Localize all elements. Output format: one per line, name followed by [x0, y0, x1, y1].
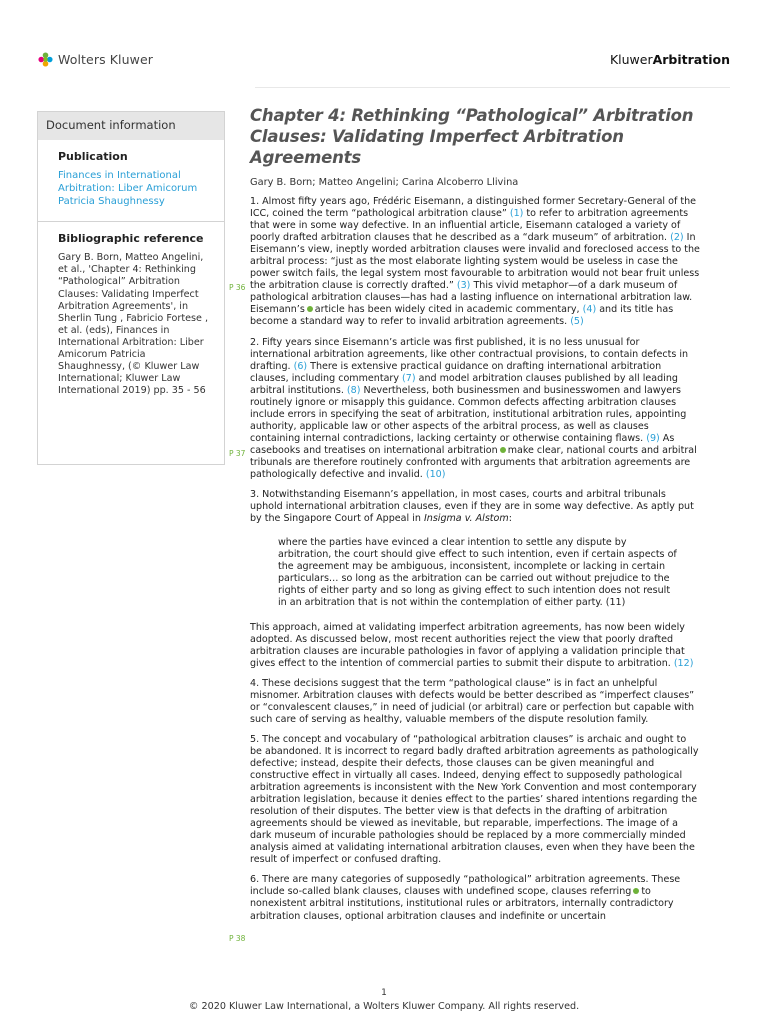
kluwer-arbitration-brand[interactable]	[610, 52, 730, 67]
text: In Eisemann’s view, ineptly worded arbitration clauses were invalid and foreclosed access to the arbitral process: “just as the most elaborate lighting system would be useless in case the power switch fails, the legal system most favourable to arbitration would not bear fruit unless the arbitration clause is correctly drafted.”	[250, 232, 700, 292]
panel-heading: Document information	[38, 112, 224, 140]
text: 6. There are many categories of supposedly “pathological” arbitration agreements. These include so-called blank clauses, clauses with undefined scope, clauses referring	[250, 874, 681, 898]
page-marker-36: P 36	[229, 283, 246, 292]
footnote-link[interactable]: (1)	[509, 208, 524, 220]
footnote-link[interactable]: (6)	[293, 360, 308, 372]
paragraph-4: 4. These decisions suggest that the term “pathological clause” is in fact an unhelpful misnomer. Arbitration clauses with defects would be better described as “imperfect clauses” or “convalescent clauses,” in need of judicial (or arbitral) care or perfection but capable with such care of serving as healthy, valuable members of the dispute resolution family.	[250, 677, 695, 725]
paragraph-3-continued	[250, 622, 700, 670]
text: Nevertheless, both businessmen and businesswomen and lawyers routinely ignore or misapply this guidance. Common defects affecting arbitration clauses include errors in specifying the seat of arbitration, institutional arbitration rules, appointing authority, applicable law or other aspects of the arbitral process, as well as clauses containing internal contradictions, lacking certainty or otherwise containing flaws.	[250, 384, 687, 444]
footnote-link[interactable]: (12)	[673, 657, 694, 669]
brand-bold: Arbitration	[652, 52, 730, 67]
text: to nonexistent arbitral institutions, institutional rules or arbitrators, internally contradictory arbitration clauses, optional arbitration clauses and indefinite or uncertain	[250, 886, 674, 922]
text: article has been widely cited in academic commentary,	[314, 304, 583, 316]
publication-heading: Publication	[58, 150, 128, 163]
paragraph-1	[250, 196, 700, 329]
bibliographic-reference-heading: Bibliographic reference	[58, 232, 204, 246]
brand-prefix: Kluwer	[609, 52, 653, 67]
text: where the parties have evinced a clear intention to settle any dispute by arbitration, the court should give effect to such intention, even if certain aspects of the agreement may be ambiguous, inconsistent, incomplete or lacking in certain particulars… so long as the arbitration can be carried out without prejudice to the rights of either party and so long as giving effect to such intention does not result in an arbitration that is not within the contemplation of either party.	[278, 537, 677, 609]
footnote-link[interactable]: (3)	[456, 280, 471, 292]
footnote-link[interactable]: (5)	[570, 316, 584, 328]
header-divider	[255, 87, 730, 88]
text: and model arbitration clauses published by all leading arbitral institutions.	[250, 372, 678, 396]
text: and its title has become a standard way to refer to invalid arbitration agreements.	[250, 304, 674, 328]
text: 3. Notwithstanding Eisemann’s appellation, in most cases, courts and arbitral tribunals uphold international arbitration clauses, even if they are in some way defective. As aptly put by the Singapore Court of Appeal in	[250, 489, 694, 525]
chapter-title: Chapter 4: Rethinking “Pathological” Arbitration Clauses: Validating Imperfect Arbitration Agreements	[250, 106, 694, 167]
block-quote	[278, 537, 678, 609]
footnote-link[interactable]: (2)	[670, 232, 684, 244]
authors: Gary B. Born; Matteo Angelini; Carina Alcoberro Llivina	[250, 177, 519, 188]
publication-link[interactable]: Finances in International Arbitration: Liber Amicorum Patricia Shaughnessy	[58, 170, 198, 207]
paragraph-5: 5. The concept and vocabulary of “pathological arbitration clauses” is archaic and ought to be abandoned. It is incorrect to regard badly drafted arbitration agreements as pathologically defective; instead, despite their defects, those clauses can be given meaningful and constructive effect in virtually all cases. Indeed, denying effect to supposedly pathological arbitration agreements is inconsistent with the New York Convention and most contemporary arbitration legislation, because it denies effect to the parties’ shared intentions regarding the resolution of their disputes. The better view is that defects in the drafting of arbitration agreements should be viewed as inevitable, but reparable, imperfections. The image of a dark museum of incurable pathologies should be replaced by a more commercially minded analysis aimed at validating international arbitration clauses, even when they have been the result of imperfect or confused drafting.	[250, 733, 699, 866]
text: This approach, aimed at validating imperfect arbitration agreements, has now been widely adopted. As discussed below, most recent authorities reject the view that poorly drafted arbitration clauses are incurable pathologies in favor of applying a validation principle that gives effect to the intention of commercial parties to submit their dispute to arbitration.	[250, 621, 685, 669]
footnote-link[interactable]: (9)	[646, 432, 660, 444]
page-break-dot-icon[interactable]	[633, 888, 639, 894]
case-name: Insigma v. Alstom	[423, 513, 509, 525]
document-information-panel	[37, 111, 225, 465]
text: 2. Fifty years since Eisemann’s article was first published, it is no less unusual for international arbitration agreements, like other contractual provisions, to contain defects in drafting.	[250, 336, 689, 372]
footnote-link[interactable]: (7)	[402, 372, 416, 384]
footnote-link[interactable]: (11)	[605, 597, 626, 609]
text: As casebooks and treatises on international arbitration	[250, 432, 675, 456]
text: :	[508, 513, 512, 525]
bibliographic-reference-text: Gary B. Born, Matteo Angelini, et al., 'Chapter 4: Rethinking “Pathological” Arbitration Clauses: Validating Imperfect Arbitration Agreements', in Sherlin Tung , Fabricio Fortese , et al. (eds), Finances in International Arbitration: Liber Amicorum Patricia Shaughnessy, (© Kluwer Law International; Kluwer Law International 2019) pp. 35 - 56	[58, 252, 209, 396]
footnote-link[interactable]: (8)	[346, 384, 361, 396]
copyright-notice: © 2020 Kluwer Law International, a Wolters Kluwer Company. All rights reserved.	[188, 1001, 580, 1012]
article-body	[250, 105, 700, 923]
paragraph-6	[250, 874, 700, 922]
wolters-kluwer-logo-icon	[37, 51, 54, 68]
page-marker-38: P 38	[229, 934, 246, 943]
paragraph-2	[250, 337, 700, 482]
text: This vivid metaphor—of a dark museum of pathological arbitration clauses—has had a lasting influence on international arbitration law. Eisemann’s	[250, 280, 693, 316]
footnote-link[interactable]: (4)	[582, 304, 597, 316]
page-break-dot-icon[interactable]	[307, 306, 313, 312]
wolters-kluwer-logo[interactable]	[37, 51, 153, 68]
footnote-link[interactable]: (10)	[425, 469, 446, 481]
text: 1. Almost fifty years ago, Frédéric Eisemann, a distinguished former Secretary-General of the ICC, coined the term “pathological arbitration clause”	[250, 196, 697, 220]
page-break-dot-icon[interactable]	[500, 447, 506, 453]
text: There is extensive practical guidance on drafting international arbitration clauses, including commentary	[250, 360, 662, 384]
text: make clear, national courts and arbitral tribunals are therefore routinely confronted with arguments that arbitration agreements are pathologically defective and invalid.	[250, 444, 697, 481]
panel-divider	[38, 221, 224, 222]
text: to refer to arbitration agreements that were in some way defective. In an influential article, Eisemann cataloged a variety of poorly drafted arbitration clauses that he described as a “dark museum” of arbitration.	[250, 208, 689, 244]
page-header	[0, 0, 768, 88]
paragraph-3	[250, 489, 700, 525]
logo-text: Wolters Kluwer	[58, 52, 154, 67]
page-marker-37: P 37	[229, 449, 246, 458]
page-number: 1	[381, 988, 387, 998]
